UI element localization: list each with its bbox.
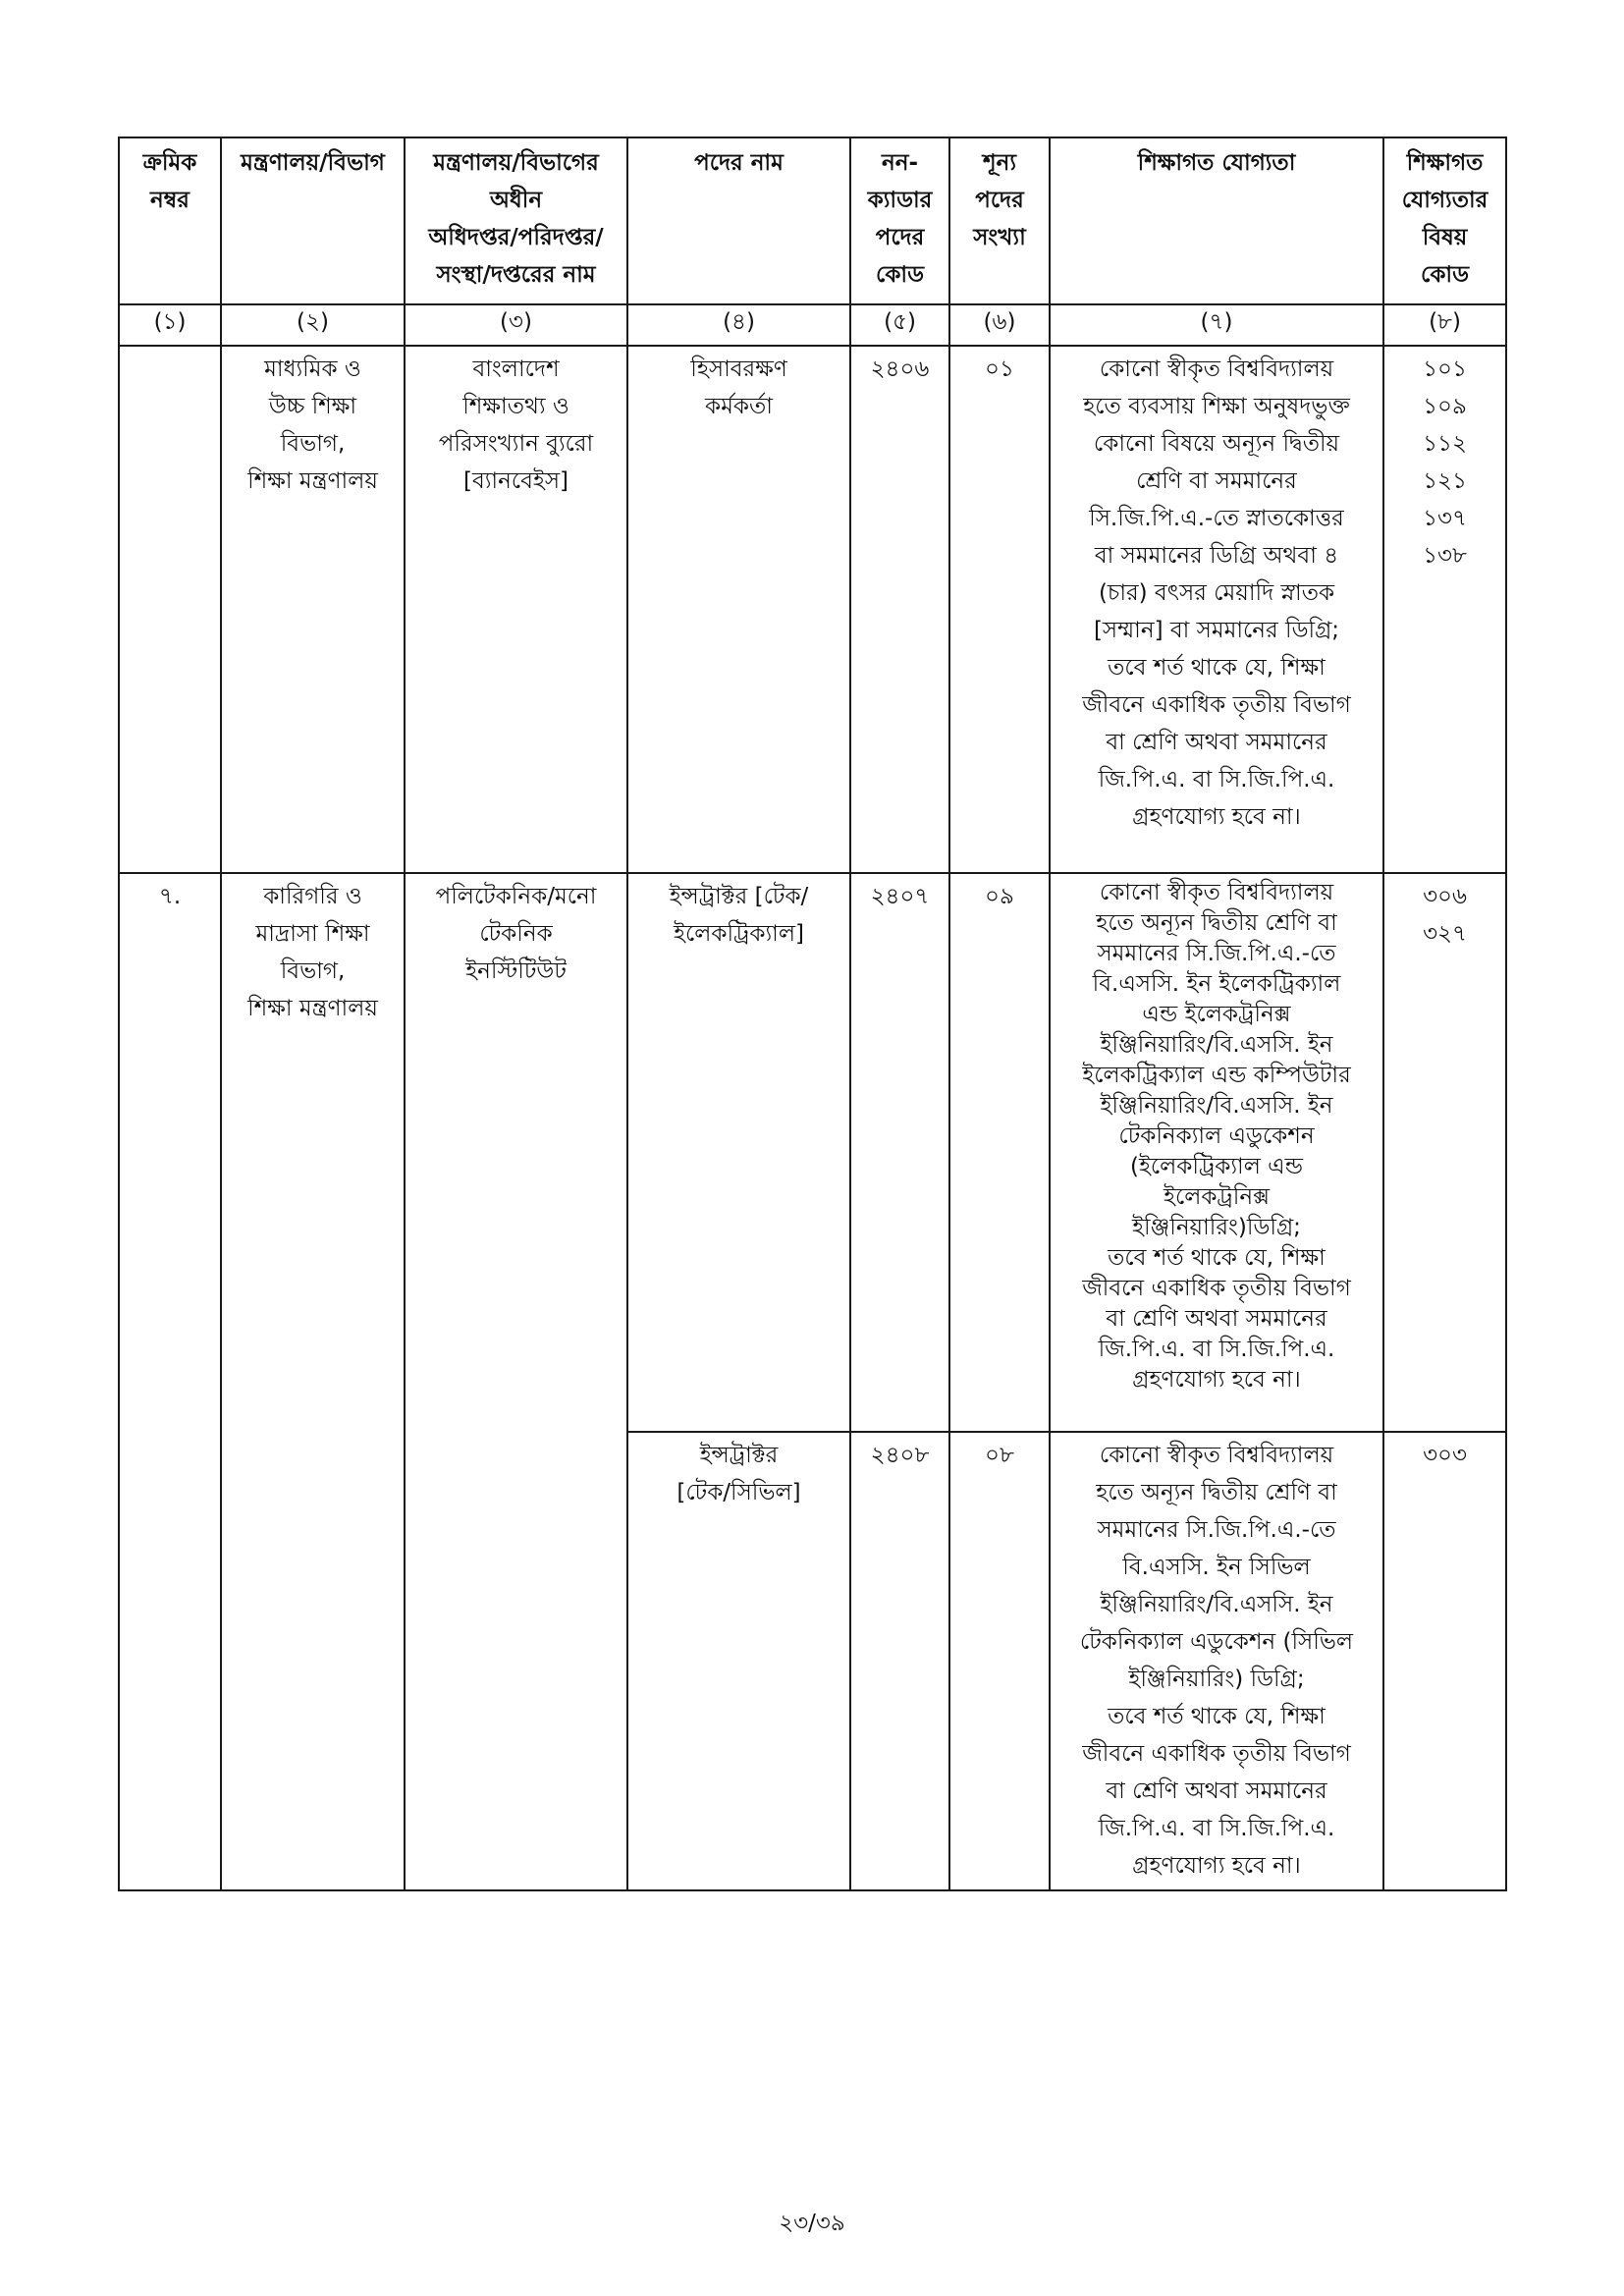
vacancy-count-cell: ০১ <box>949 346 1050 873</box>
cell-line: অধিদপ্তর/পরিদপ্তর/ <box>428 225 604 250</box>
cell-line: বি.এসসি. ইন ইলেকট্রিক্যাল <box>1092 971 1341 997</box>
column-number: (৩) <box>405 304 627 346</box>
cell-line: হিসাবরক্ষণ <box>690 356 787 382</box>
cell-line: শিক্ষা মন্ত্রণালয় <box>247 996 378 1021</box>
cell-line: শ্রেণি বা সমমানের <box>1136 468 1297 494</box>
column-number: (৫) <box>850 304 949 346</box>
cell-line: পলিটেকনিক/মনো <box>435 884 597 909</box>
cell-line: মন্ত্রণালয়/বিভাগের <box>433 150 599 176</box>
cell-line: ক্রমিক <box>142 150 197 176</box>
header-office <box>405 137 627 304</box>
cell-line: ইন্সট্রাক্টর [টেক/ <box>669 884 809 909</box>
header-vacancy <box>949 137 1050 304</box>
cell-line: পরিসংখ্যান ব্যুরো <box>438 431 594 457</box>
table-row <box>119 873 1506 1432</box>
cell-line: মাধ্যমিক ও <box>264 356 361 382</box>
cell-line: নন- <box>881 150 918 176</box>
ministry-cell <box>221 873 405 1890</box>
cell-line: (চার) বৎসর মেয়াদি স্নাতক <box>1098 580 1335 606</box>
post-name-cell <box>627 1432 850 1890</box>
cell-line: টেকনিক <box>479 921 553 947</box>
cell-line: টেকনিক্যাল এডুকেশন <box>1118 1123 1315 1149</box>
cell-line: শূন্য <box>982 150 1016 176</box>
header-post-code <box>850 137 949 304</box>
cell-line: সমমানের সি.জি.পি.এ.-তে <box>1097 1517 1336 1543</box>
cell-line: [সম্মান] বা সমমানের ডিগ্রি; <box>1093 618 1340 643</box>
cell-line: ইঞ্জিনিয়ারিং)ডিগ্রি; <box>1132 1215 1301 1240</box>
cell-line: জি.পি.এ. বা সি.জি.পি.এ. <box>1098 1816 1335 1841</box>
cell-line: শিক্ষাগত যোগ্যতা <box>1137 150 1296 176</box>
post-code-cell: ২৪০৬ <box>850 346 949 873</box>
cell-line: বা শ্রেণি অথবা সমমানের <box>1106 1306 1327 1332</box>
cell-line: জি.পি.এ. বা সি.জি.পি.এ. <box>1098 767 1335 793</box>
cell-line: ১০১ <box>1423 356 1467 382</box>
office-cell <box>405 346 627 873</box>
cell-line: ইঞ্জিনিয়ারিং/বি.এসসি. ইন <box>1100 1032 1333 1058</box>
column-number: (৮) <box>1383 304 1506 346</box>
cell-line: বি.এসসি. ইন সিভিল <box>1122 1555 1311 1580</box>
cell-line: তবে শর্ত থাকে যে, শিক্ষা <box>1108 655 1326 681</box>
cell-line: জীবনে একাধিক তৃতীয় বিভাগ <box>1082 1276 1351 1301</box>
cell-line: বা শ্রেণি অথবা সমমানের <box>1106 1778 1327 1804</box>
column-number: (৬) <box>949 304 1050 346</box>
cell-line: শিক্ষাতথ্য ও <box>462 394 569 419</box>
cell-line: ইনস্টিটিউট <box>465 958 567 984</box>
qualification-cell <box>1050 346 1383 873</box>
cell-line: পদের নাম <box>694 150 784 176</box>
cell-line: ইলেকট্রনিক্স <box>1164 1184 1270 1210</box>
cell-line: পদের <box>875 225 925 250</box>
cell-line: হতে অন্যূন দ্বিতীয় শ্রেণি বা <box>1096 1480 1337 1505</box>
post-code-cell: ২৪০৮ <box>850 1432 949 1890</box>
cell-line: হতে অন্যূন দ্বিতীয় শ্রেণি বা <box>1096 910 1337 936</box>
cell-line: যোগ্যতার <box>1401 188 1489 213</box>
office-cell <box>405 873 627 1890</box>
vacancy-count-cell: ০৮ <box>949 1432 1050 1890</box>
cell-line: বাংলাদেশ <box>472 356 560 382</box>
cell-line: গ্রহণযোগ্য হবে না। <box>1132 804 1301 830</box>
subject-code-cell <box>1383 346 1506 873</box>
cell-line: এন্ড ইলেকট্রনিক্স <box>1142 1002 1291 1027</box>
cell-line: জি.পি.এ. বা সি.জি.পি.এ. <box>1098 1337 1335 1362</box>
cell-line: কোড <box>1420 262 1470 288</box>
header-post <box>627 137 850 304</box>
post-name-cell <box>627 873 850 1432</box>
cell-line: ৩২৭ <box>1423 921 1467 947</box>
cell-line: [ব্যানবেইস] <box>462 468 568 494</box>
qualification-cell <box>1050 1432 1383 1890</box>
ministry-cell <box>221 346 405 873</box>
cell-line: ৩০৬ <box>1423 884 1467 909</box>
cell-line: তবে শর্ত থাকে যে, শিক্ষা <box>1108 1245 1326 1271</box>
cell-line: কোনো স্বীকৃত বিশ্ববিদ্যালয় <box>1099 1443 1334 1468</box>
column-number-row <box>119 304 1506 346</box>
post-name-cell <box>627 346 850 873</box>
cell-line: তবে শর্ত থাকে যে, শিক্ষা <box>1108 1704 1326 1729</box>
cell-line: কর্মকর্তা <box>705 394 773 419</box>
cell-line: কারিগরি ও <box>263 884 362 909</box>
cell-line: শিক্ষা মন্ত্রণালয় <box>247 468 378 494</box>
cell-line: ইঞ্জিনিয়ারিং/বি.এসসি. ইন <box>1100 1592 1333 1617</box>
cell-line: পদের <box>975 188 1024 213</box>
cell-line: ১৩৭ <box>1423 506 1467 531</box>
cell-line: উচ্চ শিক্ষা <box>268 394 357 419</box>
header-qualification <box>1050 137 1383 304</box>
cell-line: কোনো স্বীকৃত বিশ্ববিদ্যালয় <box>1099 880 1334 905</box>
header-ministry <box>221 137 405 304</box>
cell-line: শিক্ষাগত <box>1406 150 1484 176</box>
cell-line: গ্রহণযোগ্য হবে না। <box>1132 1367 1301 1393</box>
cell-line: ১০৯ <box>1423 394 1467 419</box>
cell-line: কোনো স্বীকৃত বিশ্ববিদ্যালয় <box>1099 356 1334 382</box>
cell-line: মন্ত্রণালয়/বিভাগ <box>241 150 385 176</box>
cell-line: বিভাগ, <box>280 431 346 457</box>
cell-line: বা সমমানের ডিগ্রি অথবা ৪ <box>1094 543 1339 569</box>
cell-line: হতে ব্যবসায় শিক্ষা অনুষদভুক্ত <box>1083 394 1350 419</box>
cell-line: ক্যাডার <box>867 188 933 213</box>
cell-line: সংখ্যা <box>973 225 1026 250</box>
cell-line: মাদ্রাসা শিক্ষা <box>255 921 370 947</box>
page-number: ২৩/৩৯ <box>779 2211 845 2236</box>
cell-line: বিষয় <box>1422 225 1468 250</box>
cell-line: জীবনে একাধিক তৃতীয় বিভাগ <box>1082 1741 1351 1767</box>
column-number: (৪) <box>627 304 850 346</box>
serial-cell: ৭. <box>119 873 221 1890</box>
cell-line: (ইলেকট্রিক্যাল এন্ড <box>1129 1154 1304 1179</box>
cell-line: [টেক/সিভিল] <box>677 1480 801 1505</box>
cell-line: কোনো বিষয়ে অন্যূন দ্বিতীয় <box>1093 431 1340 457</box>
cell-line: সংস্থা/দপ্তরের নাম <box>436 262 596 288</box>
post-code-cell: ২৪০৭ <box>850 873 949 1432</box>
cell-line: জীবনে একাধিক তৃতীয় বিভাগ <box>1082 692 1351 718</box>
column-number: (৭) <box>1050 304 1383 346</box>
cell-line: ইঞ্জিনিয়ারিং) ডিগ্রি; <box>1128 1667 1305 1692</box>
cell-line: অধীন <box>489 188 543 213</box>
cell-line: কোড <box>875 262 925 288</box>
cell-line: ১২১ <box>1423 468 1467 494</box>
cell-line: বা শ্রেণি অথবা সমমানের <box>1106 730 1327 755</box>
subject-code-cell <box>1383 1432 1506 1890</box>
cell-line: সি.জি.পি.এ.-তে স্নাতকোত্তর <box>1089 506 1344 531</box>
vacancy-count-cell: ০৯ <box>949 873 1050 1432</box>
cell-line: নম্বর <box>150 188 189 213</box>
table-row <box>119 346 1506 873</box>
cell-line: ১৩৮ <box>1423 543 1467 569</box>
qualification-cell <box>1050 873 1383 1432</box>
column-number: (১) <box>119 304 221 346</box>
cell-line: ১১২ <box>1423 431 1467 457</box>
cell-line: ইলেকট্রিক্যাল এন্ড কম্পিউটার <box>1082 1063 1351 1088</box>
header-row <box>119 137 1506 304</box>
column-number: (২) <box>221 304 405 346</box>
header-serial <box>119 137 221 304</box>
cell-line: ইন্সট্রাক্টর <box>699 1443 779 1468</box>
header-subject-code <box>1383 137 1506 304</box>
cell-line: ইলেকট্রিক্যাল] <box>674 921 804 947</box>
cell-line: টেকনিক্যাল এডুকেশন (সিভিল <box>1079 1629 1354 1655</box>
cell-line: ৩০৩ <box>1423 1443 1467 1468</box>
cell-line: ইঞ্জিনিয়ারিং/বি.এসসি. ইন <box>1100 1093 1333 1119</box>
subject-code-cell <box>1383 873 1506 1432</box>
cell-line: গ্রহণযোগ্য হবে না। <box>1132 1853 1301 1879</box>
cell-line: সমমানের সি.জি.পি.এ.-তে <box>1097 941 1336 966</box>
serial-cell <box>119 346 221 873</box>
vacancy-table <box>118 137 1507 1891</box>
cell-line: বিভাগ, <box>280 958 346 984</box>
